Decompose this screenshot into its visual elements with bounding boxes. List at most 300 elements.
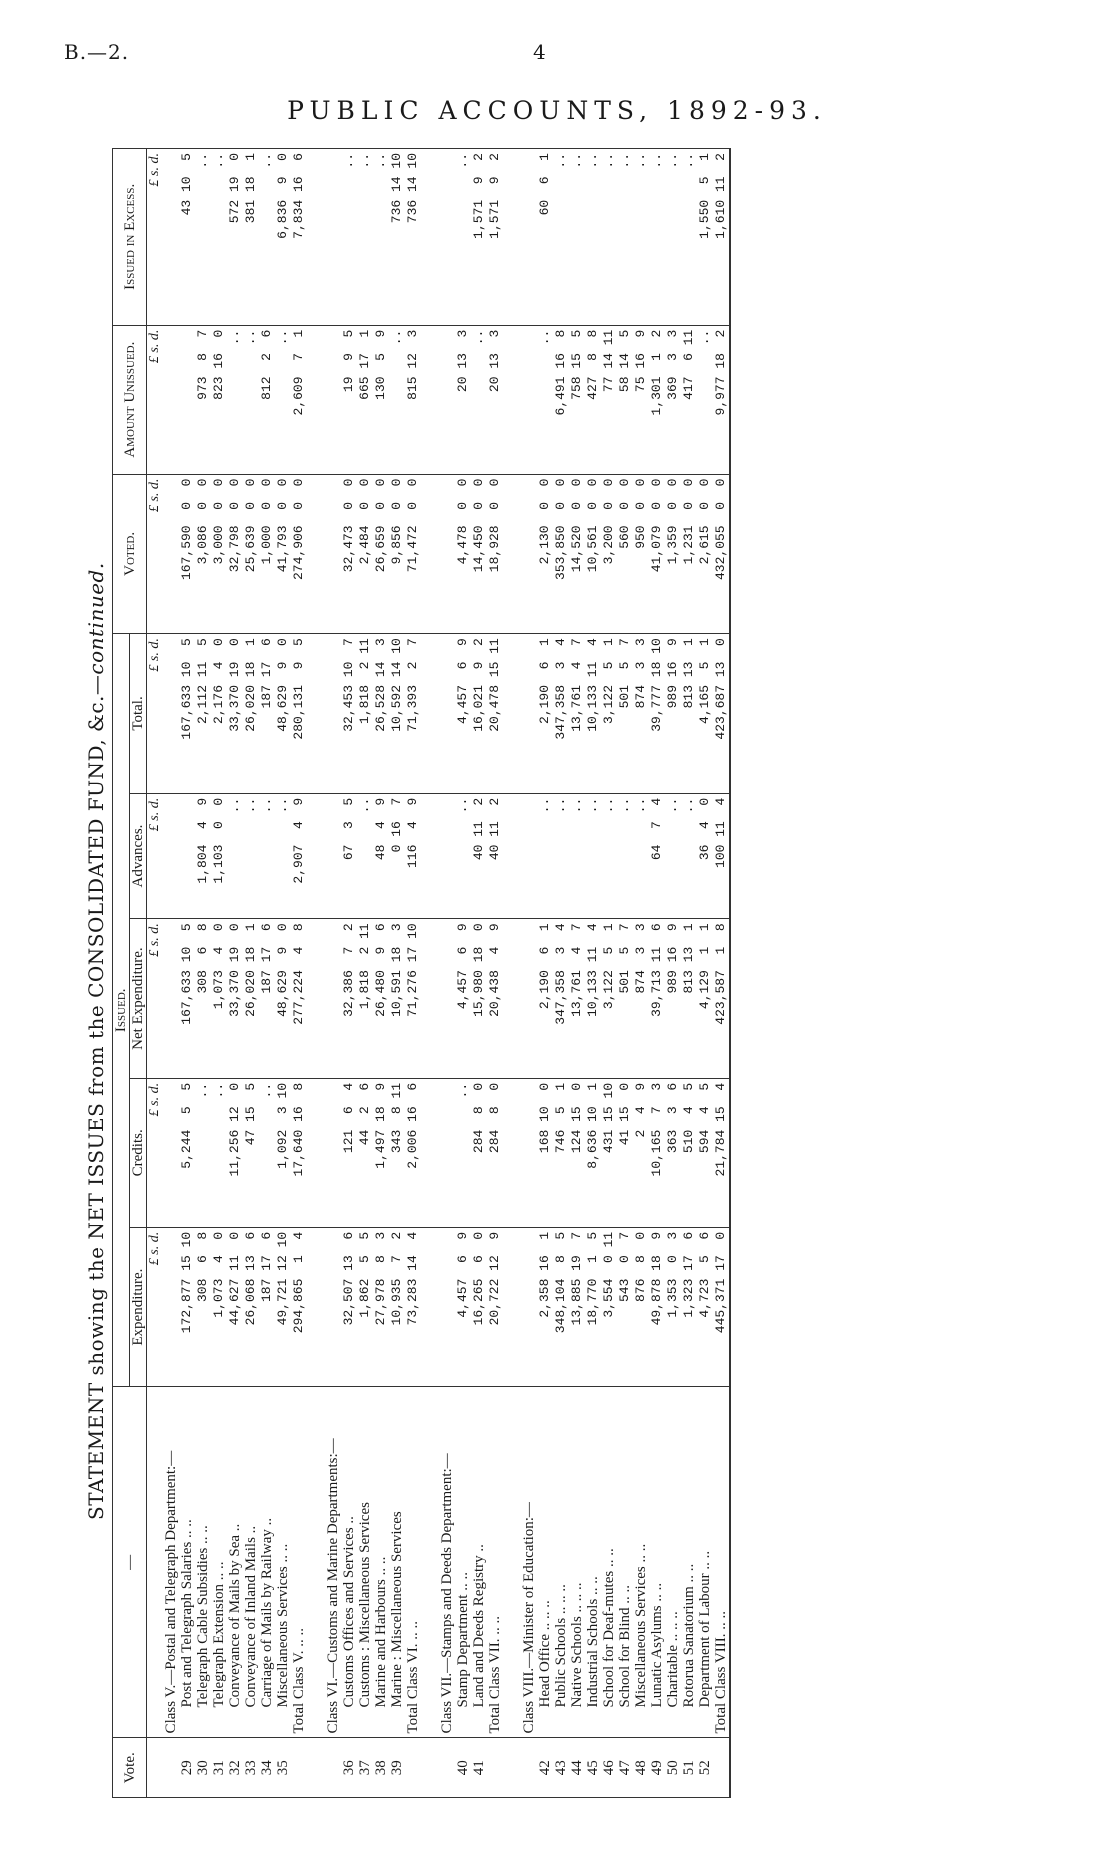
units-label: £ s. d. <box>147 634 164 794</box>
cell-exp: 308 6 8 <box>195 1227 211 1387</box>
vote-number: 37 <box>357 1738 373 1798</box>
cell-total: 71,393 2 7 <box>405 634 421 794</box>
spacer-cell <box>307 919 325 1079</box>
spacer-cell <box>307 1078 325 1227</box>
cell-total: 26,020 18 1 <box>243 634 259 794</box>
cell-exp: 1,323 17 6 <box>681 1227 697 1387</box>
cell-exp: 20,722 12 9 <box>487 1227 503 1387</box>
cell-total <box>325 634 341 794</box>
cell-exp: 2,358 16 1 <box>537 1227 553 1387</box>
cell-exp: 44,627 11 0 <box>227 1227 243 1387</box>
cell-adv <box>163 793 179 919</box>
cell-net: 26,480 9 6 <box>373 919 389 1079</box>
vote-number <box>487 1738 503 1798</box>
row-description: Stamp Department .. .. <box>455 1572 471 1708</box>
cell-total: 501 5 7 <box>617 634 633 794</box>
vote-number: 52 <box>697 1738 713 1798</box>
table-row <box>471 149 487 1798</box>
cell-excess: 60 6 1 <box>537 149 553 326</box>
cell-cred: 5,244 5 5 <box>179 1078 195 1227</box>
cell-voted: 3,200 0 0 <box>601 474 617 634</box>
units-row <box>147 149 164 1798</box>
row-description: Carriage of Mails by Railway .. <box>259 1517 275 1708</box>
cell-total: 813 13 1 <box>681 634 697 794</box>
cell-excess: .. <box>569 149 585 326</box>
cell-net: 15,980 18 0 <box>471 919 487 1079</box>
cell-cred: 10,165 7 3 <box>649 1078 665 1227</box>
cell-unissued: .. <box>389 325 405 474</box>
row-description: Post and Telegraph Salaries .. .. <box>179 1519 195 1708</box>
cell-excess <box>521 149 537 326</box>
cell-net <box>163 919 179 1079</box>
row-description: Public Schools .. .. .. <box>553 1584 569 1708</box>
row-description: Customs Offices and Services .. <box>341 1516 357 1708</box>
cell-adv <box>439 793 455 919</box>
cell-net: 2,190 6 1 <box>537 919 553 1079</box>
units-label: £ s. d. <box>147 919 164 1079</box>
row-description: Land and Deeds Registry .. <box>471 1544 487 1708</box>
cell-adv: .. <box>617 793 633 919</box>
class-heading: Class VIII.—Minister of Education:— <box>521 1502 537 1734</box>
cell-adv: .. <box>633 793 649 919</box>
cell-excess: .. <box>357 149 373 326</box>
cell-cred: 363 3 6 <box>665 1078 681 1227</box>
cell-cred: 284 8 0 <box>471 1078 487 1227</box>
cell-voted: 3,086 0 0 <box>195 474 211 634</box>
cell-excess: 6,836 9 0 <box>275 149 291 326</box>
table-row <box>357 149 373 1798</box>
cell-total: 2,112 11 5 <box>195 634 211 794</box>
vote-number: 38 <box>373 1738 389 1798</box>
cell-cred <box>325 1078 341 1227</box>
spacer-cell <box>421 1387 439 1738</box>
cell-voted: 1,000 0 0 <box>259 474 275 634</box>
cell-cred: 121 6 4 <box>341 1078 357 1227</box>
cell-net: 48,629 9 0 <box>275 919 291 1079</box>
cell-cred: .. <box>259 1078 275 1227</box>
vote-number: 48 <box>633 1738 649 1798</box>
cell-unissued: .. <box>243 325 259 474</box>
spacer-cell <box>307 1738 325 1798</box>
cell-adv: 2,907 4 9 <box>291 793 307 919</box>
cell-voted: 2,484 0 0 <box>357 474 373 634</box>
units-label: £ s. d. <box>147 1078 164 1227</box>
row-description: Total Class VI. .. .. <box>405 1621 421 1734</box>
cell-voted: 432,055 0 0 <box>713 474 730 634</box>
spacer-cell <box>503 634 521 794</box>
cell-unissued: 369 3 3 <box>665 325 681 474</box>
cell-adv: .. <box>601 793 617 919</box>
row-description: Conveyance of Mails by Sea .. <box>227 1523 243 1708</box>
class-heading-row <box>163 149 179 1798</box>
table-row <box>179 149 195 1798</box>
vote-number: 43 <box>553 1738 569 1798</box>
cell-voted: 32,473 0 0 <box>341 474 357 634</box>
statement-text: STATEMENT showing the NET ISSUES from the CONSOLIDATED FUND, &c.— <box>84 674 108 1520</box>
cell-cred: 2,006 16 6 <box>405 1078 421 1227</box>
cell-total: 3,122 5 1 <box>601 634 617 794</box>
vote-number: 39 <box>389 1738 405 1798</box>
cell-cred: 431 15 10 <box>601 1078 617 1227</box>
cell-voted: 32,798 0 0 <box>227 474 243 634</box>
cell-excess <box>439 149 455 326</box>
cell-excess: .. <box>259 149 275 326</box>
cell-net: 347,358 3 4 <box>553 919 569 1079</box>
cell-total: 2,190 6 1 <box>537 634 553 794</box>
cell-total: 280,131 9 5 <box>291 634 307 794</box>
spacer-cell <box>421 325 439 474</box>
cell-total: 347,358 3 4 <box>553 634 569 794</box>
cell-adv: .. <box>665 793 681 919</box>
cell-unissued: .. <box>537 325 553 474</box>
cell-voted: 26,659 0 0 <box>373 474 389 634</box>
cell-net: 423,587 1 8 <box>713 919 730 1079</box>
cell-exp: 1,353 0 3 <box>665 1227 681 1387</box>
cell-unissued: 758 15 5 <box>569 325 585 474</box>
cell-exp <box>163 1227 179 1387</box>
cell-total: 4,165 5 1 <box>697 634 713 794</box>
cell-net <box>521 919 537 1079</box>
cell-adv: 64 7 4 <box>649 793 665 919</box>
cell-total <box>439 634 455 794</box>
cell-unissued: 75 16 9 <box>633 325 649 474</box>
spacer-cell <box>307 1387 325 1738</box>
spacer-cell <box>307 634 325 794</box>
vote-number: 32 <box>227 1738 243 1798</box>
cell-voted: 274,906 0 0 <box>291 474 307 634</box>
cell-adv: 40 11 2 <box>471 793 487 919</box>
units-label: £ s. d. <box>147 1227 164 1387</box>
spacer-cell <box>503 1227 521 1387</box>
header-voted: Voted. <box>113 474 147 634</box>
row-description: Head Office .. .. .. <box>537 1600 553 1708</box>
cell-exp: 4,723 5 6 <box>697 1227 713 1387</box>
class-heading-row <box>439 149 455 1798</box>
cell-exp: 13,885 19 7 <box>569 1227 585 1387</box>
cell-net: 26,020 18 1 <box>243 919 259 1079</box>
header-issued: Issued. <box>113 634 130 1387</box>
cell-adv: 100 11 4 <box>713 793 730 919</box>
cell-voted: 9,856 0 0 <box>389 474 405 634</box>
cell-unissued: 823 16 0 <box>211 325 227 474</box>
cell-total <box>521 634 537 794</box>
cell-adv: 40 11 2 <box>487 793 503 919</box>
spacer-cell <box>421 919 439 1079</box>
units-label: £ s. d. <box>147 325 164 474</box>
row-description: Rotorua Sanatorium .. .. <box>681 1563 697 1708</box>
cell-exp: 187 17 6 <box>259 1227 275 1387</box>
cell-total: 20,478 15 11 <box>487 634 503 794</box>
cell-adv <box>325 793 341 919</box>
cell-adv <box>521 793 537 919</box>
cell-total: 874 3 3 <box>633 634 649 794</box>
cell-net: 1,818 2 11 <box>357 919 373 1079</box>
spacer-cell <box>421 474 439 634</box>
cell-total: 39,777 18 10 <box>649 634 665 794</box>
cell-cred <box>521 1078 537 1227</box>
cell-unissued <box>521 325 537 474</box>
cell-voted: 41,079 0 0 <box>649 474 665 634</box>
cell-adv: .. <box>227 793 243 919</box>
table-row <box>617 149 633 1798</box>
vote-number: 47 <box>617 1738 633 1798</box>
cell-cred: 1,092 3 10 <box>275 1078 291 1227</box>
row-description: Native Schools .. .. .. <box>569 1582 585 1708</box>
cell-voted <box>439 474 455 634</box>
cell-unissued: 20 13 3 <box>455 325 471 474</box>
spacer-cell <box>307 149 325 326</box>
vote-number: 49 <box>649 1738 665 1798</box>
cell-total: 423,687 13 0 <box>713 634 730 794</box>
table-row <box>681 149 697 1798</box>
cell-total: 32,453 10 7 <box>341 634 357 794</box>
cell-adv: .. <box>243 793 259 919</box>
spacer-cell <box>503 1387 521 1738</box>
cell-net: 3,122 5 1 <box>601 919 617 1079</box>
cell-net: 4,457 6 9 <box>455 919 471 1079</box>
cell-unissued: 77 14 11 <box>601 325 617 474</box>
cell-exp <box>521 1227 537 1387</box>
cell-unissued: 20 13 3 <box>487 325 503 474</box>
cell-exp: 876 8 0 <box>633 1227 649 1387</box>
cell-excess: 1,571 9 2 <box>471 149 487 326</box>
cell-adv <box>179 793 195 919</box>
spacer-cell <box>307 325 325 474</box>
row-description: Total Class VIII. .. .. <box>713 1387 730 1738</box>
vote-number: 31 <box>211 1738 227 1798</box>
cell-adv: 67 3 5 <box>341 793 357 919</box>
table-row <box>633 149 649 1798</box>
spacer-cell <box>503 325 521 474</box>
cell-adv: .. <box>455 793 471 919</box>
cell-excess: .. <box>649 149 665 326</box>
cell-net <box>439 919 455 1079</box>
spacer-cell <box>503 919 521 1079</box>
cell-exp: 32,507 13 6 <box>341 1227 357 1387</box>
cell-cred: 17,640 16 8 <box>291 1078 307 1227</box>
table-row <box>585 149 601 1798</box>
class-heading: Class VI.—Customs and Marine Departments:— <box>325 1438 341 1734</box>
cell-cred: 21,784 15 4 <box>713 1078 730 1227</box>
vote-number <box>439 1738 455 1798</box>
cell-voted: 3,000 0 0 <box>211 474 227 634</box>
cell-unissued: 1,301 1 2 <box>649 325 665 474</box>
cell-excess: .. <box>665 149 681 326</box>
row-description: Marine and Harbours .. .. <box>373 1556 389 1708</box>
table-row <box>373 149 389 1798</box>
cell-voted <box>163 474 179 634</box>
cell-unissued: .. <box>227 325 243 474</box>
row-description: Industrial Schools .. .. <box>585 1576 601 1708</box>
cell-exp: 543 0 7 <box>617 1227 633 1387</box>
statement-suffix: continued. <box>84 562 108 675</box>
cell-voted: 1,359 0 0 <box>665 474 681 634</box>
row-description: Total Class VII. .. .. <box>487 1616 503 1734</box>
cell-exp: 27,978 8 3 <box>373 1227 389 1387</box>
cell-net: 167,633 10 5 <box>179 919 195 1079</box>
cell-unissued: 427 8 8 <box>585 325 601 474</box>
cell-exp <box>325 1227 341 1387</box>
table-row <box>455 149 471 1798</box>
cell-total: 187 17 6 <box>259 634 275 794</box>
cell-adv: .. <box>681 793 697 919</box>
spacer-row <box>421 149 439 1798</box>
cell-exp: 49,721 12 10 <box>275 1227 291 1387</box>
table-row <box>649 149 665 1798</box>
cell-unissued: 973 8 7 <box>195 325 211 474</box>
cell-voted: 167,590 0 0 <box>179 474 195 634</box>
cell-excess: .. <box>585 149 601 326</box>
cell-total: 167,633 10 5 <box>179 634 195 794</box>
cell-excess: .. <box>211 149 227 326</box>
table-header <box>113 149 147 1798</box>
header-credits: Credits. <box>130 1078 147 1227</box>
cell-exp: 348,104 8 5 <box>553 1227 569 1387</box>
table-row <box>243 149 259 1798</box>
cell-voted <box>521 474 537 634</box>
cell-voted: 950 0 0 <box>633 474 649 634</box>
cell-adv: 116 4 9 <box>405 793 421 919</box>
total-row <box>713 149 730 1798</box>
cell-excess: 736 14 10 <box>389 149 405 326</box>
cell-adv: 36 4 0 <box>697 793 713 919</box>
cell-excess: 381 18 1 <box>243 149 259 326</box>
cell-cred <box>163 1078 179 1227</box>
cell-cred: 343 8 11 <box>389 1078 405 1227</box>
cell-unissued: 815 12 3 <box>405 325 421 474</box>
vote-number: 40 <box>455 1738 471 1798</box>
total-row <box>405 149 421 1798</box>
cell-unissued: .. <box>697 325 713 474</box>
table-row <box>601 149 617 1798</box>
cell-voted: 1,231 0 0 <box>681 474 697 634</box>
cell-cred: 11,256 12 0 <box>227 1078 243 1227</box>
cell-voted: 18,928 0 0 <box>487 474 503 634</box>
cell-excess: .. <box>617 149 633 326</box>
cell-total: 48,629 9 0 <box>275 634 291 794</box>
cell-unissued: 2,609 7 1 <box>291 325 307 474</box>
vote-number: 29 <box>179 1738 195 1798</box>
spacer-cell <box>503 474 521 634</box>
cell-unissued: .. <box>275 325 291 474</box>
cell-exp: 3,554 0 11 <box>601 1227 617 1387</box>
cell-exp: 172,877 15 10 <box>179 1227 195 1387</box>
cell-net: 13,761 4 7 <box>569 919 585 1079</box>
vote-number: 41 <box>471 1738 487 1798</box>
header-net-expenditure: Net Expenditure. <box>130 919 147 1079</box>
cell-unissued <box>325 325 341 474</box>
cell-exp: 294,865 1 4 <box>291 1227 307 1387</box>
cell-net: 277,224 4 8 <box>291 919 307 1079</box>
header-advances: Advances. <box>130 793 147 919</box>
cell-exp <box>439 1227 455 1387</box>
spacer-cell <box>421 1078 439 1227</box>
cell-net: 308 6 8 <box>195 919 211 1079</box>
cell-voted: 4,478 0 0 <box>455 474 471 634</box>
table-row <box>665 149 681 1798</box>
cell-net: 32,386 7 2 <box>341 919 357 1079</box>
cell-voted: 14,520 0 0 <box>569 474 585 634</box>
spacer-cell <box>503 793 521 919</box>
cell-excess <box>163 149 179 326</box>
spacer-cell <box>503 1078 521 1227</box>
cell-total: 26,528 14 3 <box>373 634 389 794</box>
cell-total: 1,818 2 11 <box>357 634 373 794</box>
cell-excess <box>325 149 341 326</box>
cell-cred: 1,497 18 9 <box>373 1078 389 1227</box>
row-description: Telegraph Extension .. .. <box>211 1561 227 1708</box>
table-row <box>227 149 243 1798</box>
cell-voted: 25,639 0 0 <box>243 474 259 634</box>
cell-cred: .. <box>455 1078 471 1227</box>
page-number: 4 <box>533 40 546 64</box>
header-amount-unissued: Amount Unissued. <box>113 325 147 474</box>
cell-adv: 1,804 4 9 <box>195 793 211 919</box>
cell-excess: 1,550 5 1 <box>697 149 713 326</box>
vote-number: 34 <box>259 1738 275 1798</box>
cell-net: 501 5 7 <box>617 919 633 1079</box>
header-total: Total. <box>130 634 147 794</box>
cell-exp: 18,770 1 5 <box>585 1227 601 1387</box>
document-reference: B.—2. <box>64 40 130 64</box>
table-row <box>389 149 405 1798</box>
cell-cred: 746 5 1 <box>553 1078 569 1227</box>
cell-excess: 572 19 0 <box>227 149 243 326</box>
cell-unissued <box>163 325 179 474</box>
cell-cred: 8,636 10 1 <box>585 1078 601 1227</box>
cell-exp: 445,371 17 0 <box>713 1227 730 1387</box>
cell-cred: .. <box>195 1078 211 1227</box>
spacer-cell <box>503 1738 521 1798</box>
cell-cred: 510 4 5 <box>681 1078 697 1227</box>
cell-net: 813 13 1 <box>681 919 697 1079</box>
cell-cred: 47 15 5 <box>243 1078 259 1227</box>
table-row <box>275 149 291 1798</box>
cell-adv: .. <box>259 793 275 919</box>
spacer-cell <box>421 1227 439 1387</box>
cell-voted: 10,561 0 0 <box>585 474 601 634</box>
row-description: Total Class V. .. .. <box>291 1627 307 1734</box>
cell-adv: 1,103 0 0 <box>211 793 227 919</box>
units-label: £ s. d. <box>147 474 164 634</box>
row-description: School for Blind .. .. <box>617 1584 633 1708</box>
cell-excess: .. <box>341 149 357 326</box>
spacer-cell <box>421 793 439 919</box>
cell-unissued: 9,977 18 2 <box>713 325 730 474</box>
cell-voted: 2,615 0 0 <box>697 474 713 634</box>
accounts-table <box>112 148 731 1798</box>
cell-net: 39,713 11 6 <box>649 919 665 1079</box>
cell-exp: 73,283 14 4 <box>405 1227 421 1387</box>
cell-cred: 124 15 0 <box>569 1078 585 1227</box>
total-row <box>291 149 307 1798</box>
cell-net: 33,370 19 0 <box>227 919 243 1079</box>
vote-number <box>163 1738 179 1798</box>
cell-total: 33,370 19 0 <box>227 634 243 794</box>
row-description: Miscellaneous Services .. .. <box>633 1543 649 1708</box>
cell-unissued: 665 17 1 <box>357 325 373 474</box>
vote-number: 30 <box>195 1738 211 1798</box>
row-description: Department of Labour .. .. <box>697 1550 713 1708</box>
cell-cred: 168 10 0 <box>537 1078 553 1227</box>
cell-excess: 736 14 10 <box>405 149 421 326</box>
cell-unissued: 812 2 6 <box>259 325 275 474</box>
cell-cred <box>439 1078 455 1227</box>
cell-unissued: 130 5 9 <box>373 325 389 474</box>
spacer-cell <box>421 1738 439 1798</box>
cell-excess: .. <box>633 149 649 326</box>
cell-exp: 1,073 4 0 <box>211 1227 227 1387</box>
